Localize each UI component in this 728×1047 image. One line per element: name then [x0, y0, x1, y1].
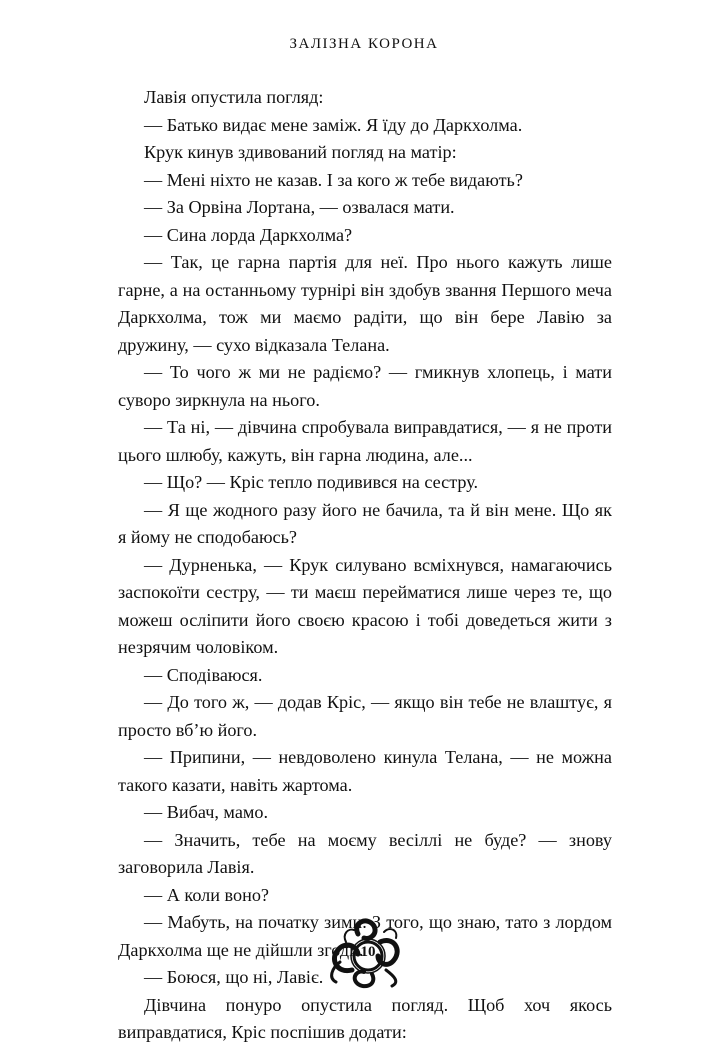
paragraph: — Що? — Кріс тепло подивився на сестру. [144, 472, 479, 492]
paragraph: — То чого ж ми не радіємо? — гмикнув хлопець, і мати суворо зиркнула на нього. [118, 362, 612, 410]
paragraph: — Значить, тебе на моєму весіллі не буде? — знову заговорила Лавія. [118, 829, 612, 877]
paragraph: — Я ще жодного разу його не бачила, та й він мене. Що як я йому не сподобаюсь? [118, 499, 612, 547]
page-number-ornament [322, 912, 408, 992]
paragraph: Дівчина понуро опустила погляд. Щоб хоч якось виправдатися, Кріс поспішив додати: [118, 994, 612, 1042]
paragraph: — Та ні, — дівчина спробувала виправдатися, — я не проти цього шлюбу, кажуть, він гарна людина, але... [118, 417, 612, 465]
page-number: 10 [360, 943, 376, 960]
paragraph: — Дурненька, — Крук силувано всміхнувся, намагаючись заспокоїти сестру, — ти маєш перейматися лише через те, що можеш осліпити його своєю красою і тобі доведеться жити з незрячим чоловіком. [118, 554, 612, 657]
paragraph: — Мені ніхто не казав. І за кого ж тебе видають? [144, 169, 523, 190]
paragraph: — Так, це гарна партія для неї. Про нього кажуть лише гарне, а на останньому турнірі він здобув звання Першого меча Даркхолма, тож ми маємо радіти, що він бере Лавію за дружину, — сухо відказала Телана. [118, 252, 612, 355]
paragraph: Лавія опустила погляд: [144, 87, 324, 107]
paragraph: — А коли воно? [144, 884, 269, 905]
paragraph: — Припини, — невдоволено кинула Телана, — не можна такого казати, навіть жартома. [118, 747, 612, 795]
paragraph: — Сподіваюся. [144, 664, 263, 685]
paragraph: Крук кинув здивований погляд на матір: [144, 142, 457, 162]
paragraph: — Мабуть, на початку зими. З того, що знаю, тато з лордом Даркхолма ще не дійшли згоди. [118, 912, 612, 960]
paragraph: — До того ж, — додав Кріс, — якщо він тебе не влаштує, я просто вб’ю його. [118, 692, 612, 740]
paragraph: — За Орвіна Лортана, — озвалася мати. [144, 197, 455, 217]
paragraph: — Вибач, мамо. [144, 802, 269, 822]
body-text [118, 84, 612, 1047]
paragraph: — Батько видає мене заміж. Я їду до Даркхолма. [144, 114, 523, 135]
paragraph: — Боюся, що ні, Лавіє. [144, 967, 324, 987]
running-header: ЗАЛІЗНА КОРОНА [289, 36, 439, 52]
paragraph: — Сина лорда Даркхолма? [144, 224, 353, 245]
